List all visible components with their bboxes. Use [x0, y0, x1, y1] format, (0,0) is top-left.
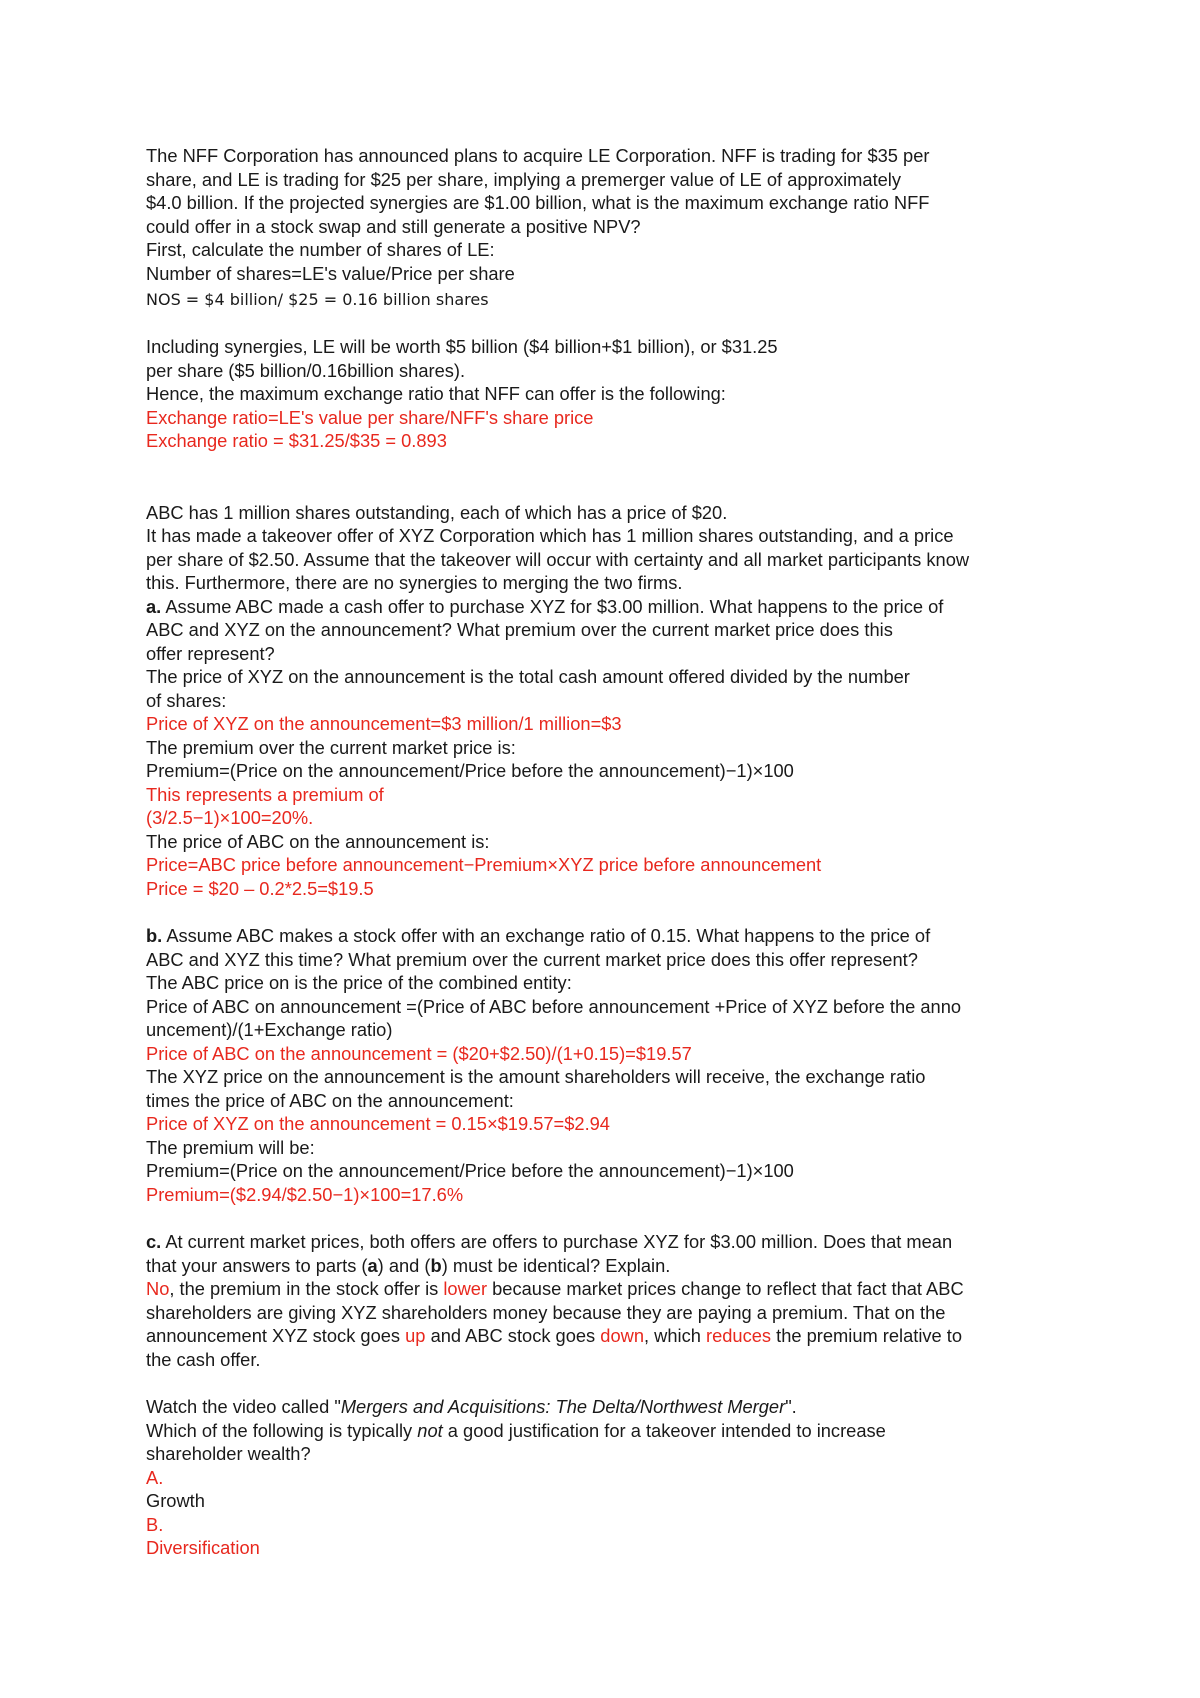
text-line: Hence, the maximum exchange ratio that NFF can offer is the following: — [146, 383, 726, 404]
video-title: Mergers and Acquisitions: The Delta/Northwest Merger — [340, 1396, 786, 1417]
answer-line: Price = $20 – 0.2*2.5=$19.5 — [146, 877, 374, 899]
part-label: a. — [146, 595, 162, 617]
text-line: per share ($5 billion/0.16billion shares). — [146, 359, 466, 381]
text-line: uncement)/(1+Exchange ratio) — [146, 1019, 393, 1040]
text-line: It has made a takeover offer of XYZ Corporation which has 1 million shares outstanding, and a price — [146, 525, 954, 546]
nff-problem — [146, 144, 1086, 453]
text-line: Price of ABC on announcement =(Price of ABC before announcement +Price of XYZ before the anno — [146, 995, 962, 1017]
part-c-question: c. At current market prices, both offers are offers to purchase XYZ for $3.00 million. Does that mean — [146, 1231, 953, 1252]
text-line: The price of XYZ on the announcement is the total cash amount offered divided by the number — [146, 666, 910, 687]
text-line: $4.0 billion. If the projected synergies are $1.00 billion, what is the maximum exchange ratio NFF — [146, 192, 930, 213]
answer-line: Price of XYZ on the announcement=$3 million/1 million=$3 — [146, 713, 622, 734]
part-label: c. — [146, 1231, 162, 1252]
text-line: offer represent? — [146, 642, 275, 664]
text-line: shareholder wealth? — [146, 1443, 311, 1464]
answer-line: This represents a premium of — [146, 783, 384, 805]
part-a-question: a. Assume ABC made a cash offer to purchase XYZ for $3.00 million. What happens to the price of — [146, 595, 944, 617]
text-line: Including synergies, LE will be worth $5 billion ($4 billion+$1 billion), or $31.25 — [146, 336, 778, 357]
text-line: ABC has 1 million shares outstanding, each of which has a price of $20. — [146, 501, 728, 523]
part-label: b. — [146, 925, 163, 946]
text-line: The premium will be: — [146, 1136, 315, 1158]
text-line: The price of ABC on the announcement is: — [146, 830, 490, 852]
text-line: Which of the following is typically not a good justification for a takeover intended to increase — [146, 1419, 886, 1441]
spacer — [146, 453, 1086, 501]
spacer — [146, 1371, 1086, 1395]
text-line: The XYZ price on the announcement is the amount shareholders will receive, the exchange ratio — [146, 1066, 926, 1087]
text-line: The ABC price on is the price of the combined entity: — [146, 972, 572, 993]
nos-formula: NOS = $4 billion/ $25 = 0.16 billion shares — [146, 290, 489, 309]
option-b-text: Diversification — [146, 1537, 260, 1558]
spacer — [146, 313, 1086, 335]
text-line: shareholders are giving XYZ shareholders money because they are paying a premium. That on the — [146, 1301, 946, 1323]
text-line: that your answers to parts (a) and (b) must be identical? Explain. — [146, 1254, 671, 1276]
text-line: ABC and XYZ on the announcement? What premium over the current market price does this — [146, 619, 893, 640]
text-line: per share of $2.50. Assume that the takeover will occur with certainty and all market participants know — [146, 548, 970, 570]
text-line: times the price of ABC on the announcement: — [146, 1089, 514, 1111]
text-line: the cash offer. — [146, 1348, 261, 1370]
text-line: ABC and XYZ this time? What premium over the current market price does this offer represent? — [146, 948, 918, 970]
spacer — [146, 1206, 1086, 1230]
answer-line: Premium=($2.94/$2.50−1)×100=17.6% — [146, 1183, 464, 1205]
text-line: Watch the video called "Mergers and Acquisitions: The Delta/Northwest Merger". — [146, 1396, 797, 1417]
text-line: could offer in a stock swap and still generate a positive NPV? — [146, 215, 641, 237]
answer-line: Exchange ratio = $31.25/$35 = 0.893 — [146, 430, 447, 451]
text-line: The NFF Corporation has announced plans to acquire LE Corporation. NFF is trading for $35 per — [146, 145, 930, 166]
spacer — [146, 900, 1086, 924]
text-line: First, calculate the number of shares of LE: — [146, 239, 495, 260]
document-body — [146, 144, 1086, 1560]
text-line: Premium=(Price on the announcement/Price before the announcement)−1)×100 — [146, 760, 794, 781]
text-line: this. Furthermore, there are no synergies to merging the two firms. — [146, 572, 683, 593]
text-line: of shares: — [146, 689, 227, 711]
text-line: The premium over the current market price is: — [146, 736, 516, 758]
abc-problem — [146, 501, 1086, 1372]
text-line: Number of shares=LE's value/Price per share — [146, 262, 515, 284]
option-a-letter: A. — [146, 1466, 164, 1488]
option-b-letter: B. — [146, 1513, 164, 1535]
text-line: Premium=(Price on the announcement/Price before the announcement)−1)×100 — [146, 1160, 794, 1181]
text-line: No, the premium in the stock offer is lower because market prices change to reflect that fact that ABC — [146, 1278, 964, 1299]
video-question — [146, 1395, 1086, 1560]
answer-line: (3/2.5−1)×100=20%. — [146, 807, 314, 828]
answer-line: Price of ABC on the announcement = ($20+$2.50)/(1+0.15)=$19.57 — [146, 1042, 692, 1064]
answer-line: Exchange ratio=LE's value per share/NFF's share price — [146, 406, 594, 428]
text-line: share, and LE is trading for $25 per share, implying a premerger value of LE of approximately — [146, 168, 902, 190]
text-line: announcement XYZ stock goes up and ABC stock goes down, which reduces the premium relative to — [146, 1325, 963, 1346]
part-b-question: b. Assume ABC makes a stock offer with an exchange ratio of 0.15. What happens to the price of — [146, 925, 931, 946]
option-a-text: Growth — [146, 1490, 205, 1511]
answer-line: Price=ABC price before announcement−Premium×XYZ price before announcement — [146, 854, 822, 875]
answer-line: Price of XYZ on the announcement = 0.15×$19.57=$2.94 — [146, 1113, 610, 1134]
